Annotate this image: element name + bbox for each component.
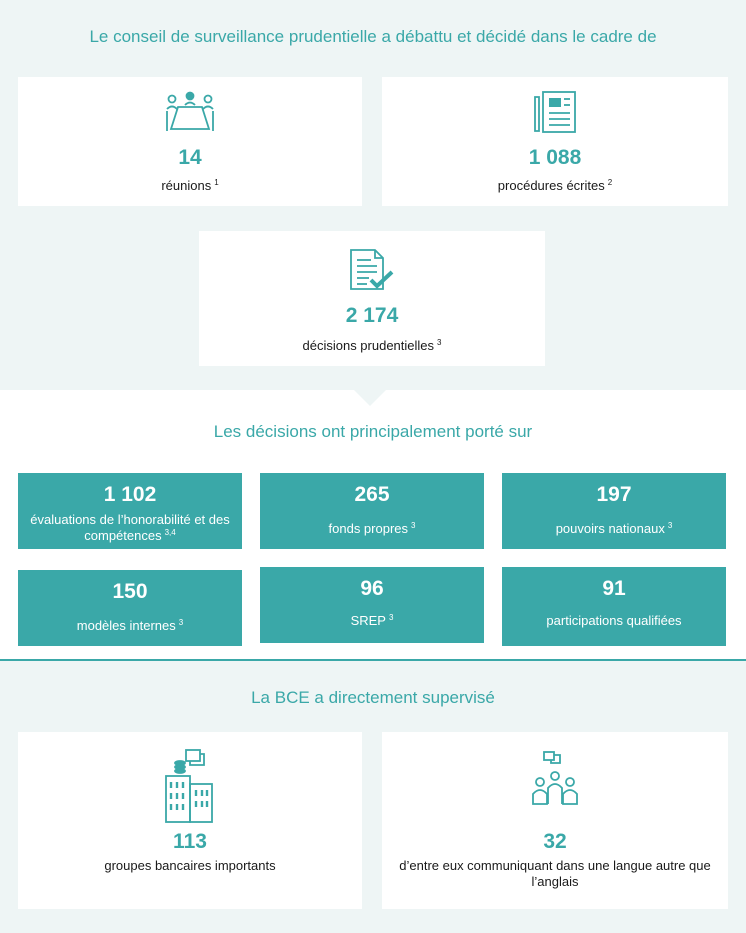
banking-groups-value: 113 [173,830,207,853]
decision-tile [260,473,484,549]
tile-label: pouvoirs nationaux $^3$ [555,521,673,536]
meetings-value: 14 [178,146,202,169]
supervision-section-heading: La BCE a directement supervisé [251,688,495,707]
tile-value: 91 [602,577,626,600]
written-procedures-card [382,77,728,206]
tile-value: 1 102 [103,483,157,506]
tile-value: 197 [596,483,632,506]
decision-tile [502,473,726,549]
meeting-table-icon [165,91,215,140]
non-english-groups-value: 32 [543,830,567,853]
document-checkmark-icon [347,247,397,298]
footnote-ref: 3 [388,613,394,622]
tile-value: 150 [112,580,148,603]
written-procedures-value: 1 088 [528,146,582,169]
section-pointer [353,389,387,406]
decision-tile [502,567,726,646]
written-procedures-label: procédures écrites $^2$ [497,178,613,193]
tile-label: évaluations de l’honorabilité et des compétences $^{3,4}$ [30,512,230,543]
non-english-groups-label: d’entre eux communiquant dans une langue autre que l’anglais [399,858,711,889]
decision-tile [260,567,484,643]
footnote-ref: 3,4 [164,528,176,537]
bank-buildings-icon [164,748,216,829]
tile-label: SREP $^3$ [350,613,394,628]
people-speech-icon [530,750,580,811]
written-documents-icon [531,89,579,140]
tile-label: participations qualifiées [546,613,682,628]
prudential-decisions-value: 2 174 [345,304,399,327]
prudential-decisions-card [199,231,545,366]
footnote-ref: 3 [667,521,673,530]
tile-label: fonds propres $^3$ [328,521,416,536]
decision-tile [18,570,242,646]
meetings-card [18,77,362,206]
footnote-ref: 3 [178,618,184,627]
footnote-ref: 3 [411,521,416,530]
prudential-decisions-label: décisions prudentielles $^3$ [302,338,442,353]
banking-groups-card [18,732,362,909]
meetings-label: réunions $^1$ [161,178,219,193]
decision-tile [18,473,242,549]
board-section-heading: Le conseil de surveillance prudentielle a débattu et décidé dans le cadre de [89,27,657,46]
decisions-section-heading: Les décisions ont principalement porté sur [213,422,533,441]
tile-value: 265 [354,483,390,506]
footnote-ref: 1 [214,178,219,187]
footnote-ref: 2 [607,178,613,187]
non-english-groups-card [382,732,728,909]
tile-value: 96 [360,577,384,600]
tile-label: modèles internes $^3$ [76,618,184,633]
banking-groups-label: groupes bancaires importants [104,858,276,873]
footnote-ref: 3 [437,338,442,347]
